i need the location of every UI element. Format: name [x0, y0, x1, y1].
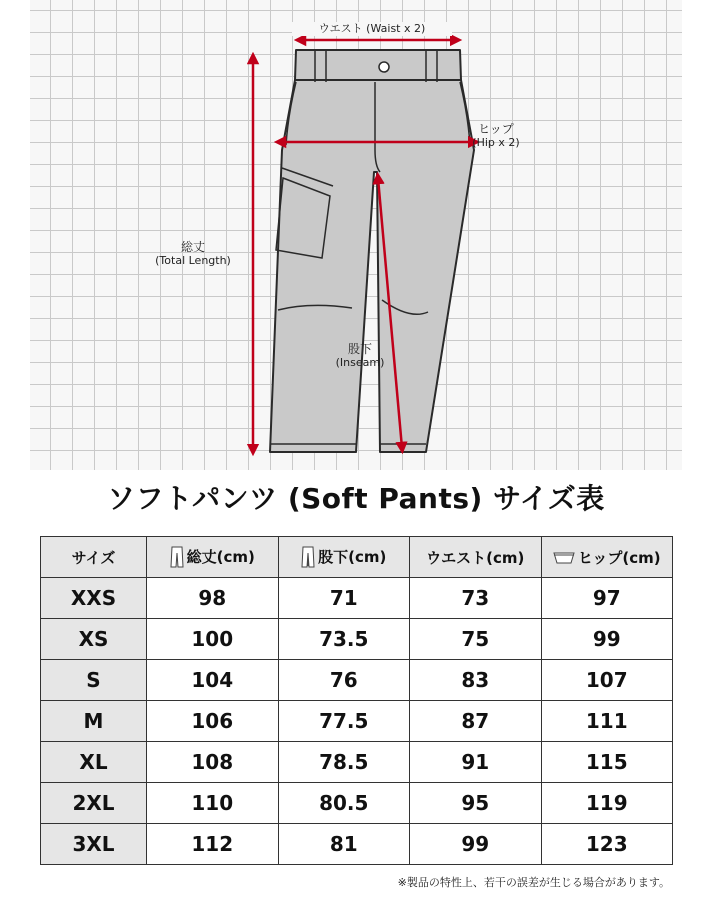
header-waist — [410, 537, 542, 578]
cell-waist: 75 — [410, 619, 542, 660]
cell-length: 98 — [147, 578, 279, 619]
cell-inseam: 71 — [278, 578, 410, 619]
header-length — [147, 537, 279, 578]
pants-illustration — [30, 0, 682, 470]
header-length-label: 総丈(cm) — [186, 547, 255, 566]
footnote: ※製品の特性上、若干の誤差が生じる場合があります。 — [397, 876, 670, 889]
cell-inseam: 77.5 — [278, 701, 410, 742]
table-row — [41, 742, 673, 783]
inseam-label-jp: 股下 — [347, 342, 372, 356]
cell-hip: 107 — [541, 660, 673, 701]
cell-size: XS — [41, 619, 147, 660]
cell-length: 108 — [147, 742, 279, 783]
total-length-label-jp: 総丈 — [180, 240, 205, 254]
inseam-label-en: (Inseam) — [335, 356, 385, 369]
table-row — [41, 701, 673, 742]
cell-waist: 99 — [410, 824, 542, 865]
hip-label — [466, 122, 526, 150]
cell-hip: 119 — [541, 783, 673, 824]
header-inseam-label: 股下(cm) — [318, 547, 387, 566]
cell-waist: 83 — [410, 660, 542, 701]
cell-size: S — [41, 660, 147, 701]
cell-size: 3XL — [41, 824, 147, 865]
cell-length: 110 — [147, 783, 279, 824]
cell-length: 104 — [147, 660, 279, 701]
cell-size: 2XL — [41, 783, 147, 824]
table-row — [41, 824, 673, 865]
header-waist-label: ウエスト(cm) — [426, 548, 525, 567]
cell-inseam: 81 — [278, 824, 410, 865]
cell-hip: 115 — [541, 742, 673, 783]
cell-hip: 111 — [541, 701, 673, 742]
cell-waist: 73 — [410, 578, 542, 619]
cell-inseam: 80.5 — [278, 783, 410, 824]
hip-icon — [553, 551, 575, 565]
cell-waist: 95 — [410, 783, 542, 824]
pants-shape — [270, 50, 474, 452]
waist-label: ウエスト (Waist x 2) — [292, 22, 452, 36]
table-row — [41, 619, 673, 660]
header-size — [41, 537, 147, 578]
header-size-label: サイズ — [71, 548, 116, 567]
cell-inseam: 78.5 — [278, 742, 410, 783]
table-body — [41, 578, 673, 865]
cell-size: XXS — [41, 578, 147, 619]
cell-length: 100 — [147, 619, 279, 660]
table-row — [41, 783, 673, 824]
size-table — [40, 536, 673, 865]
total-length-label — [138, 240, 248, 268]
cell-size: M — [41, 701, 147, 742]
pants-length-icon — [170, 546, 184, 568]
button-icon — [379, 62, 389, 72]
pants-diagram — [30, 0, 682, 470]
cell-size: XL — [41, 742, 147, 783]
header-inseam — [278, 537, 410, 578]
pants-inseam-icon — [301, 546, 315, 568]
hip-label-jp: ヒップ — [478, 122, 514, 136]
cell-length: 112 — [147, 824, 279, 865]
total-length-label-en: (Total Length) — [155, 254, 231, 267]
cell-waist: 91 — [410, 742, 542, 783]
size-chart-title: ソフトパンツ (Soft Pants) サイズ表 — [107, 482, 605, 515]
table-row — [41, 660, 673, 701]
cell-inseam: 73.5 — [278, 619, 410, 660]
hip-label-en: (Hip x 2) — [472, 136, 520, 149]
table-row — [41, 578, 673, 619]
cell-length: 106 — [147, 701, 279, 742]
header-hip — [541, 537, 673, 578]
header-hip-label: ヒップ(cm) — [577, 548, 661, 567]
cell-hip: 123 — [541, 824, 673, 865]
inseam-label — [330, 342, 390, 370]
cell-hip: 97 — [541, 578, 673, 619]
table-header-row — [41, 537, 673, 578]
cell-waist: 87 — [410, 701, 542, 742]
cell-inseam: 76 — [278, 660, 410, 701]
cell-hip: 99 — [541, 619, 673, 660]
